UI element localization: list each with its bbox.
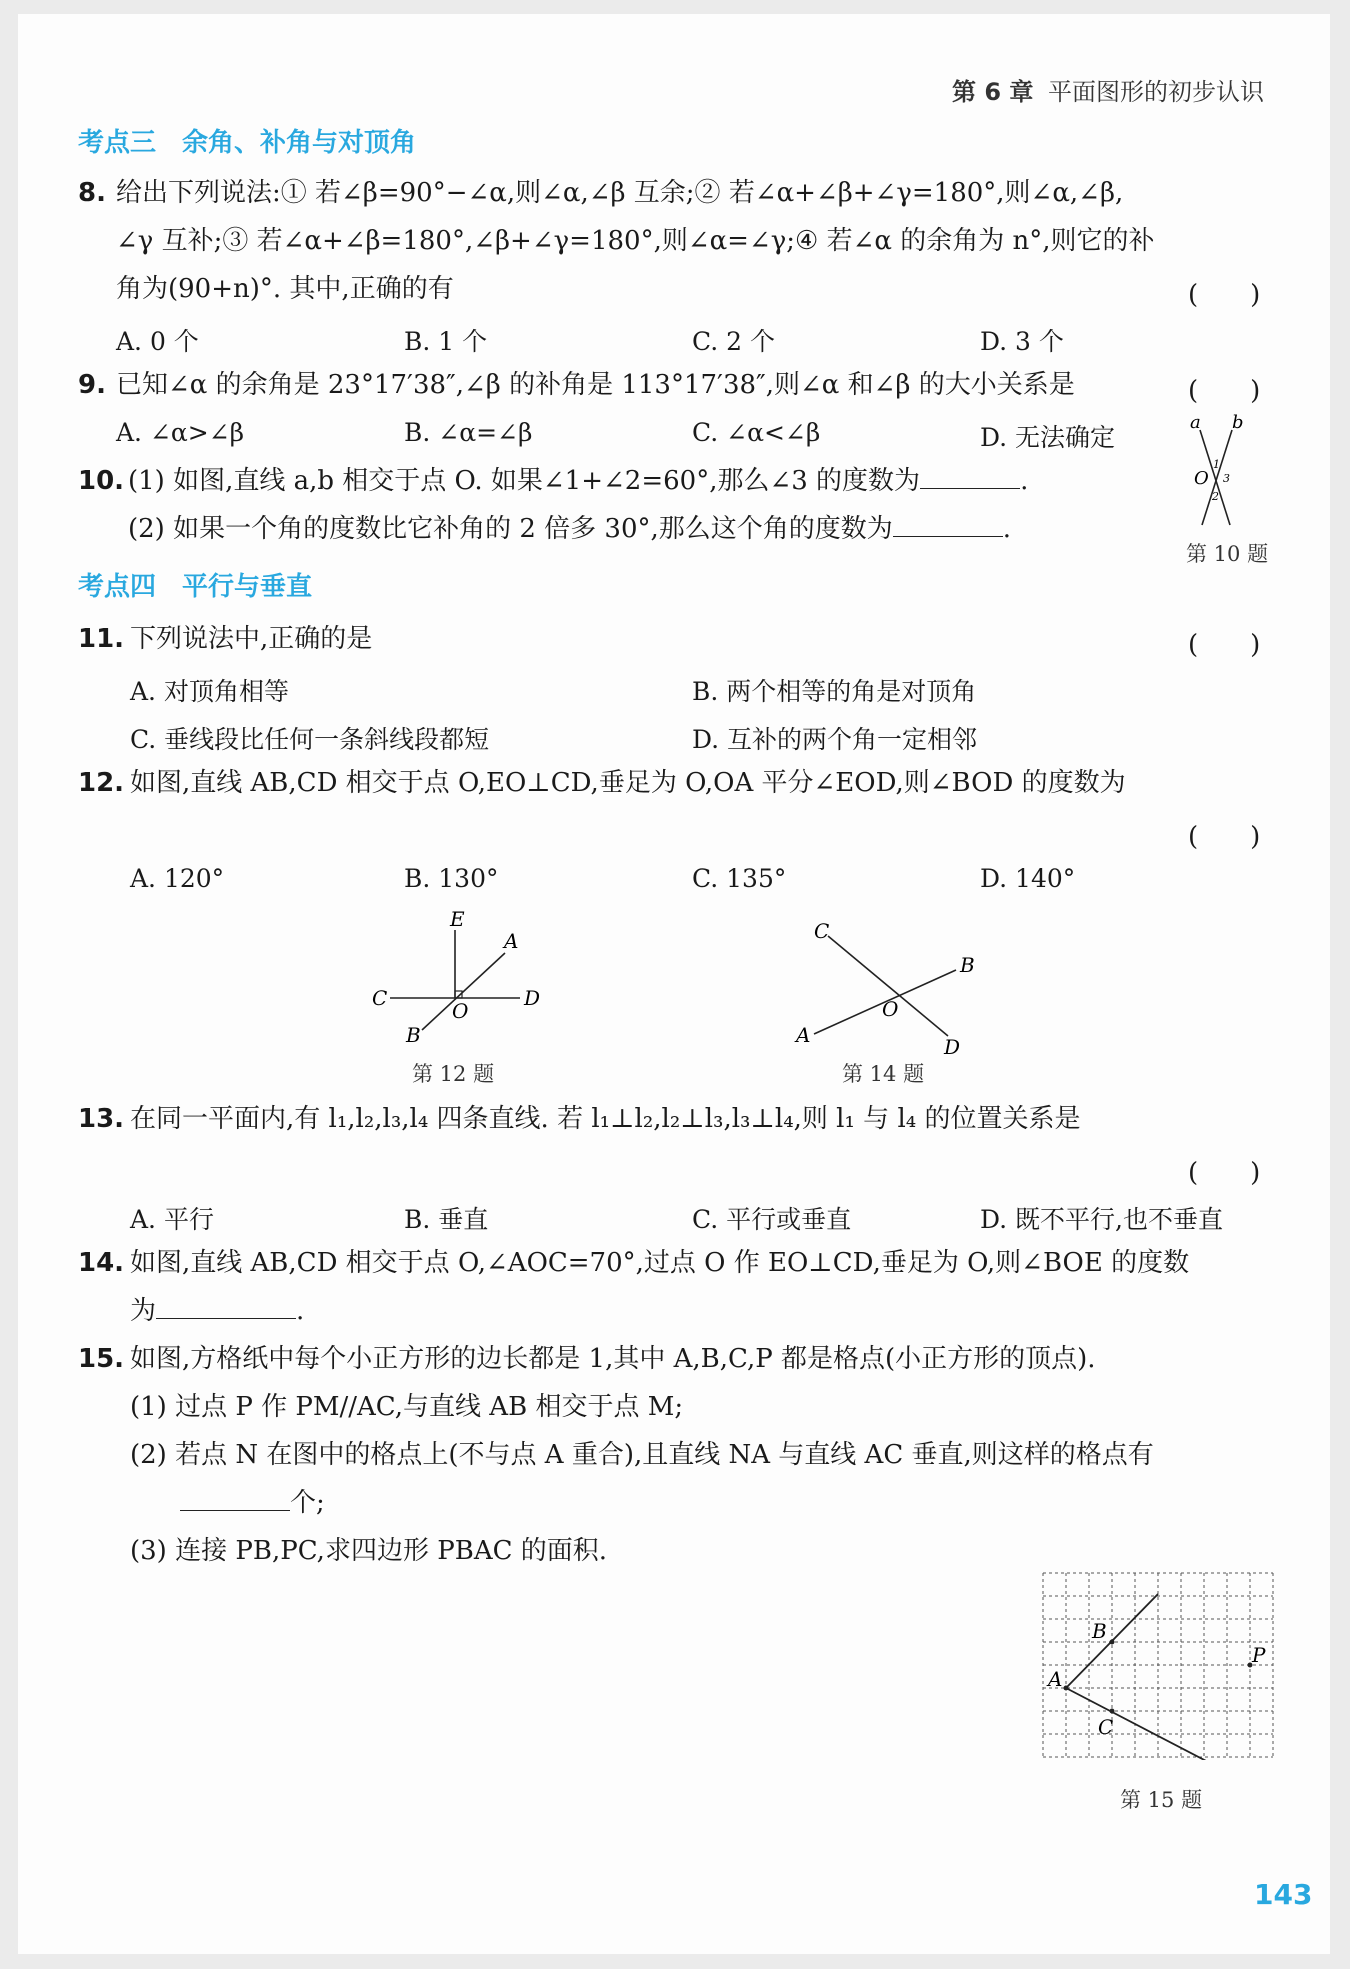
label-o: O <box>1194 468 1209 489</box>
q10-part1-end: . <box>1020 466 1029 496</box>
q9-option-d: D. 无法确定 <box>980 423 1116 452</box>
label-c: C <box>814 919 830 943</box>
q9-option-c: C. ∠α<∠β <box>692 418 821 447</box>
q13-answer-paren: ( ) <box>1188 1158 1261 1188</box>
q8-line1: 给出下列说法:① 若∠β=90°−∠α,则∠α,∠β 互余;② 若∠α+∠β+∠γ=180°,则∠α,∠β, <box>116 178 1124 208</box>
point-b <box>1110 1640 1115 1645</box>
point-a <box>1064 1686 1069 1691</box>
label-p: P <box>1252 1643 1266 1667</box>
figure-10-caption: 第 10 题 <box>1186 542 1269 566</box>
line-cd <box>828 936 948 1036</box>
q11-option-c: C. 垂线段比任何一条斜线段都短 <box>130 725 490 754</box>
q9-option-b: B. ∠α=∠β <box>404 418 533 447</box>
q11-number: 11. <box>78 624 125 654</box>
label-a: A <box>504 929 519 953</box>
q9-option-a: A. ∠α>∠β <box>116 418 245 447</box>
q12-answer-paren: ( ) <box>1188 822 1261 852</box>
q10-part1-text: (1) 如图,直线 a,b 相交于点 O. 如果∠1+∠2=60°,那么∠3 的度数为 <box>128 466 921 496</box>
q13-text: 在同一平面内,有 l₁,l₂,l₃,l₄ 四条直线. 若 l₁⊥l₂,l₂⊥l₃,l₃⊥l₄,则 l₁ 与 l₄ 的位置关系是 <box>130 1104 1081 1134</box>
figure-12-caption: 第 12 题 <box>412 1062 495 1086</box>
label-angle-1: 1 <box>1213 458 1220 471</box>
q8-line3: 角为(90+n)°. 其中,正确的有 <box>116 274 454 304</box>
q13-option-c: C. 平行或垂直 <box>692 1205 852 1234</box>
q8-answer-paren: ( ) <box>1188 280 1261 310</box>
label-c: C <box>372 986 388 1010</box>
label-angle-2: 2 <box>1212 490 1219 503</box>
q13-option-a: A. 平行 <box>130 1205 214 1234</box>
q11-option-b: B. 两个相等的角是对顶角 <box>692 677 977 706</box>
q12-option-c: C. 135° <box>692 864 787 893</box>
q13-option-b: B. 垂直 <box>404 1205 489 1234</box>
section-heading-3: 考点三 余角、补角与对顶角 <box>78 128 417 158</box>
figure-12 <box>370 908 550 1048</box>
point-c <box>1110 1709 1115 1714</box>
q9-answer-paren: ( ) <box>1188 376 1261 406</box>
q15-text: 如图,方格纸中每个小正方形的边长都是 1,其中 A,B,C,P 都是格点(小正方形的顶点). <box>130 1344 1096 1374</box>
q8-line2: ∠γ 互补;③ 若∠α+∠β=180°,∠β+∠γ=180°,则∠α=∠γ;④ 若∠α 的余角为 n°,则它的补 <box>116 226 1155 256</box>
chapter-title: 平面图形的初步认识 <box>1048 78 1264 106</box>
q8-option-a: A. 0 个 <box>116 327 199 356</box>
q10-number: 10. <box>78 466 125 496</box>
label-b: B <box>1092 1619 1107 1643</box>
figure-14-caption: 第 14 题 <box>842 1062 925 1086</box>
q8-number: 8. <box>78 178 106 208</box>
q8-option-b: B. 1 个 <box>404 327 488 356</box>
q10-part2-blank[interactable] <box>893 514 1003 537</box>
q12-option-d: D. 140° <box>980 864 1076 893</box>
q15-part1: (1) 过点 P 作 PM//AC,与直线 AB 相交于点 M; <box>130 1392 684 1422</box>
label-c: C <box>1098 1715 1114 1739</box>
label-o: O <box>452 999 469 1023</box>
figure-15-caption: 第 15 题 <box>1120 1788 1203 1812</box>
page-number: 143 <box>1254 1878 1313 1911</box>
q15-part2-line2 <box>180 1488 325 1518</box>
q10-part2-end: . <box>1002 514 1012 544</box>
q15-part2-end: 个; <box>290 1488 325 1518</box>
label-angle-3: 3 <box>1223 472 1230 485</box>
figure-14 <box>788 918 988 1058</box>
label-a: A <box>1048 1667 1063 1691</box>
q15-number: 15. <box>78 1344 125 1374</box>
q9-number: 9. <box>78 370 106 400</box>
q14-number: 14. <box>78 1248 125 1278</box>
label-e: E <box>450 908 465 931</box>
q15-blank[interactable] <box>180 1488 290 1511</box>
label-b: B <box>406 1023 421 1047</box>
q9-text: 已知∠α 的余角是 23°17′38″,∠β 的补角是 113°17′38″,则∠α 和∠β 的大小关系是 <box>116 370 1075 400</box>
q10-part2 <box>128 514 1011 544</box>
q14-line2-text: 为 <box>130 1296 157 1326</box>
q11-answer-paren: ( ) <box>1188 630 1261 660</box>
label-d: D <box>524 986 541 1010</box>
q15-part3: (3) 连接 PB,PC,求四边形 PBAC 的面积. <box>130 1536 608 1566</box>
q10-part2-text: (2) 如果一个角的度数比它补角的 2 倍多 30°,那么这个角的度数为 <box>128 514 893 544</box>
ray-ac <box>1066 1688 1212 1760</box>
q14-line2-end: . <box>296 1296 305 1326</box>
label-o: O <box>882 997 899 1021</box>
q8-option-c: C. 2 个 <box>692 327 775 356</box>
q15-part2-line1: (2) 若点 N 在图中的格点上(不与点 A 重合),且直线 NA 与直线 AC 垂直,则这样的格点有 <box>130 1440 1154 1470</box>
q12-option-b: B. 130° <box>404 864 499 893</box>
q14-blank[interactable] <box>156 1296 296 1319</box>
label-d: D <box>944 1035 961 1058</box>
label-b: b <box>1232 412 1244 433</box>
q12-option-a: A. 120° <box>130 864 225 893</box>
label-b: B <box>960 953 975 977</box>
q11-option-a: A. 对顶角相等 <box>130 677 289 706</box>
chapter-label: 第 6 章 <box>952 78 1034 106</box>
grid-lines <box>1043 1573 1273 1757</box>
q8-option-d: D. 3 个 <box>980 327 1064 356</box>
label-a: A <box>796 1023 811 1047</box>
label-a: a <box>1190 412 1201 433</box>
q11-text: 下列说法中,正确的是 <box>130 624 373 654</box>
q14-line1: 如图,直线 AB,CD 相交于点 O,∠AOC=70°,过点 O 作 EO⊥CD,垂足为 O,则∠BOE 的度数 <box>130 1248 1190 1278</box>
q14-line2 <box>130 1296 304 1326</box>
figure-10 <box>1180 410 1252 532</box>
q12-number: 12. <box>78 768 125 798</box>
q12-text: 如图,直线 AB,CD 相交于点 O,EO⊥CD,垂足为 O,OA 平分∠EOD,则∠BOD 的度数为 <box>130 768 1126 798</box>
q13-number: 13. <box>78 1104 125 1134</box>
q10-part1 <box>128 466 1028 496</box>
section-heading-4: 考点四 平行与垂直 <box>78 572 313 602</box>
figure-15 <box>1026 1570 1286 1760</box>
q10-part1-blank[interactable] <box>920 466 1020 489</box>
q11-option-d: D. 互补的两个角一定相邻 <box>692 725 978 754</box>
q13-option-d: D. 既不平行,也不垂直 <box>980 1205 1223 1234</box>
